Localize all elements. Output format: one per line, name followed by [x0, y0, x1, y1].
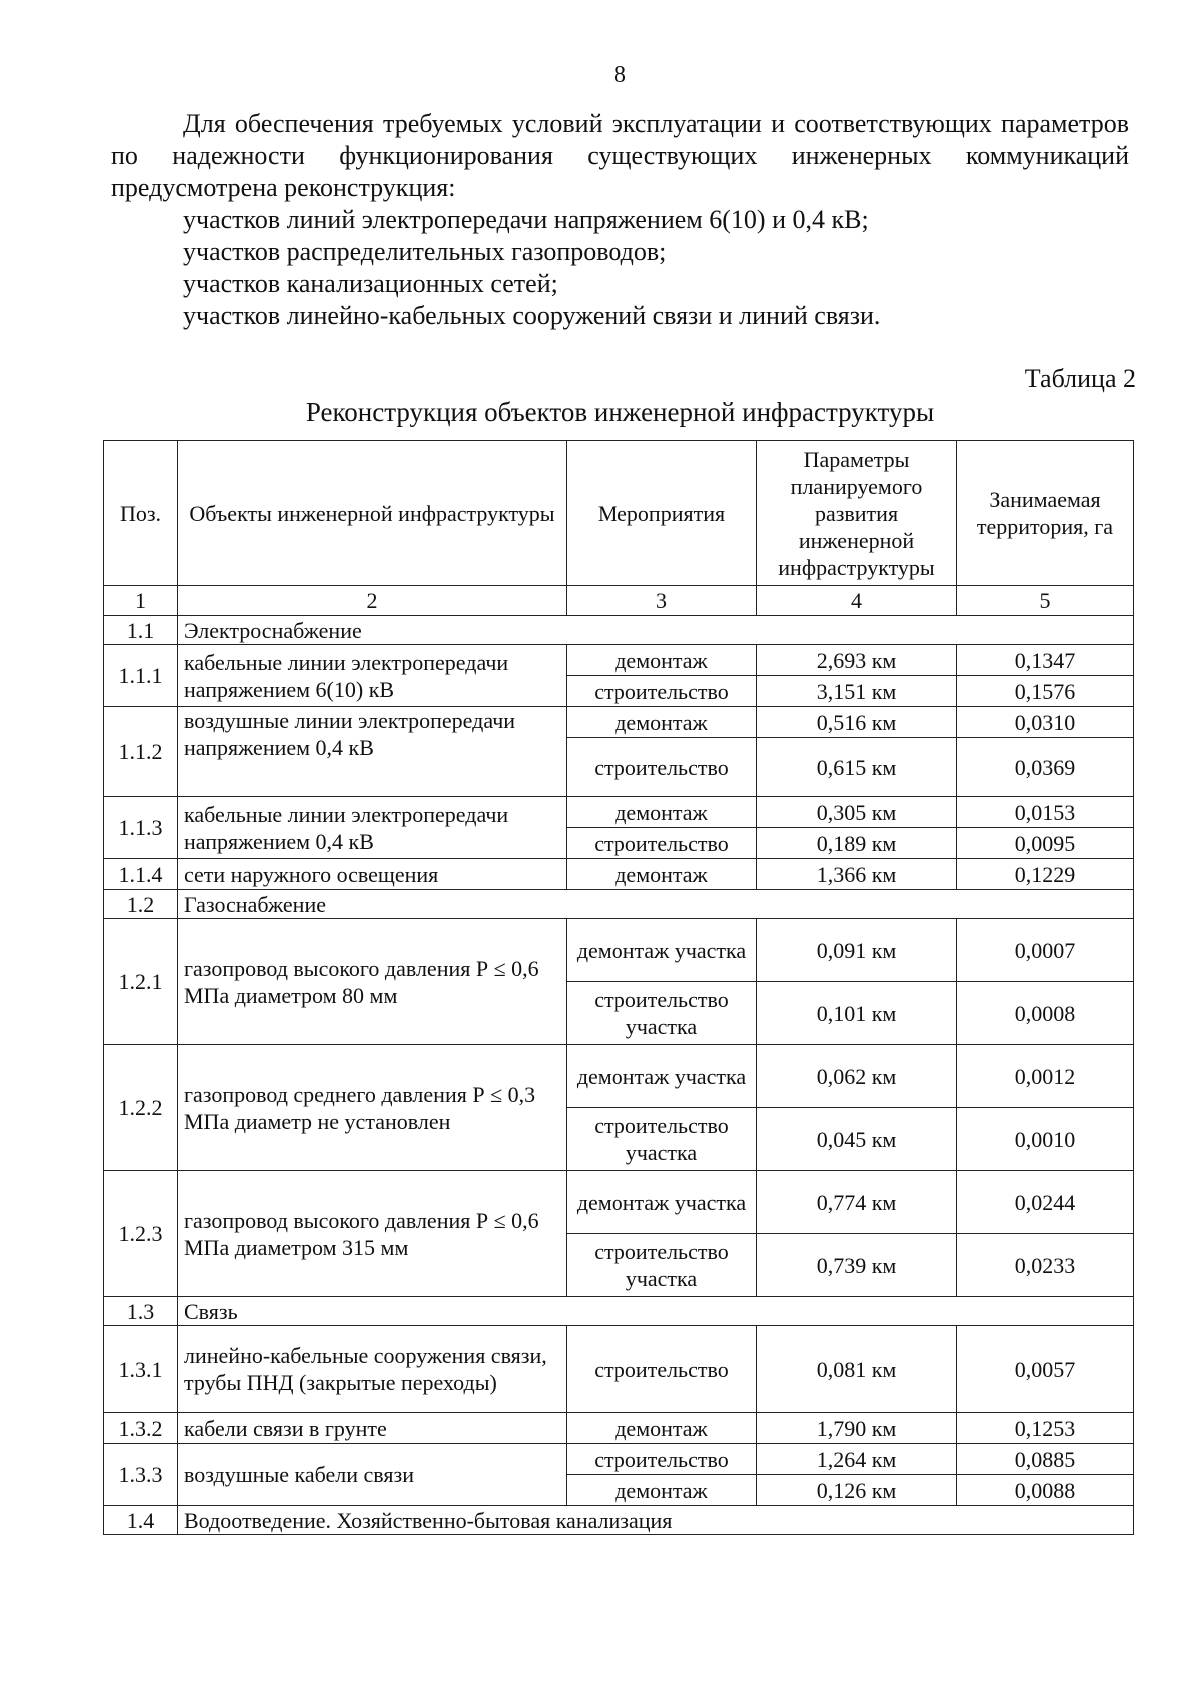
row-area: 0,1576: [957, 676, 1134, 707]
section-row: [104, 890, 1134, 919]
section-title: Газоснабжение: [178, 890, 1134, 919]
row-object: газопровод среднего давления Р ≤ 0,3 МПа диаметр не установлен: [178, 1045, 567, 1171]
table-row: [104, 1326, 1134, 1413]
row-pos: 1.1.4: [104, 859, 178, 890]
row-action: строительство: [567, 828, 757, 859]
row-pos: 1.1.2: [104, 707, 178, 797]
row-pos: 1.1.1: [104, 645, 178, 707]
row-param: 2,693 км: [757, 645, 957, 676]
row-object: воздушные кабели связи: [178, 1444, 567, 1506]
row-object: кабельные линии электропередачи напряжением 0,4 кВ: [178, 797, 567, 859]
section-pos: 1.3: [104, 1297, 178, 1326]
row-param: 0,739 км: [757, 1234, 957, 1297]
row-param: 0,062 км: [757, 1045, 957, 1108]
column-number: 4: [757, 586, 957, 616]
row-param: 0,774 км: [757, 1171, 957, 1234]
row-action: демонтаж участка: [567, 1045, 757, 1108]
row-param: 0,101 км: [757, 982, 957, 1045]
table-row: [104, 1444, 1134, 1475]
row-param: 1,790 км: [757, 1413, 957, 1444]
row-param: 0,081 км: [757, 1326, 957, 1413]
table-row: [104, 645, 1134, 676]
row-pos: 1.2.1: [104, 919, 178, 1045]
row-area: 0,0012: [957, 1045, 1134, 1108]
row-param: 0,189 км: [757, 828, 957, 859]
row-object: воздушные линии электропередачи напряжением 0,4 кВ: [178, 707, 567, 797]
row-action: демонтаж: [567, 859, 757, 890]
row-object: сети наружного освещения: [178, 859, 567, 890]
column-number-row: [104, 586, 1134, 616]
row-action: строительство: [567, 738, 757, 797]
table-row: [104, 919, 1134, 982]
section-title: Связь: [178, 1297, 1134, 1326]
list-item: участков линейно-кабельных сооружений связи и линий связи.: [183, 301, 881, 330]
row-action: строительство участка: [567, 1108, 757, 1171]
row-pos: 1.3.2: [104, 1413, 178, 1444]
row-area: 0,0095: [957, 828, 1134, 859]
list-item: участков линий электропередачи напряжением 6(10) и 0,4 кВ;: [183, 205, 869, 234]
row-param: 0,305 км: [757, 797, 957, 828]
row-action: демонтаж: [567, 1475, 757, 1506]
table-row: [104, 1045, 1134, 1108]
table-row: [104, 1413, 1134, 1444]
row-action: демонтаж: [567, 797, 757, 828]
row-pos: 1.2.3: [104, 1171, 178, 1297]
list-item: участков канализационных сетей;: [183, 269, 558, 298]
header-area: Занимаемая территория, га: [957, 441, 1134, 586]
row-param: 0,045 км: [757, 1108, 957, 1171]
column-number: 5: [957, 586, 1134, 616]
row-area: 0,0310: [957, 707, 1134, 738]
section-pos: 1.2: [104, 890, 178, 919]
row-area: 0,1253: [957, 1413, 1134, 1444]
page-number: 8: [614, 62, 626, 88]
intro-paragraph-block: [111, 108, 1129, 204]
row-pos: 1.2.2: [104, 1045, 178, 1171]
row-action: строительство участка: [567, 1234, 757, 1297]
row-param: 0,516 км: [757, 707, 957, 738]
section-title: Водоотведение. Хозяйственно-бытовая канализация: [178, 1506, 1134, 1535]
infrastructure-table: [103, 440, 1134, 1535]
header-object: Объекты инженерной инфраструктуры: [178, 441, 567, 586]
list-item: участков распределительных газопроводов;: [183, 237, 667, 266]
row-area: 0,0153: [957, 797, 1134, 828]
header-action: Мероприятия: [567, 441, 757, 586]
row-area: 0,0885: [957, 1444, 1134, 1475]
row-action: демонтаж: [567, 645, 757, 676]
table-label: Таблица 2: [1024, 364, 1136, 393]
row-param: 1,366 км: [757, 859, 957, 890]
row-object: кабельные линии электропередачи напряжением 6(10) кВ: [178, 645, 567, 707]
row-param: 0,091 км: [757, 919, 957, 982]
section-pos: 1.4: [104, 1506, 178, 1535]
intro-paragraph: Для обеспечения требуемых условий эксплуатации и соответствующих параметров по надежности функционирования существующих инженерных коммуникаций предусмотрена реконструкция:: [111, 109, 1129, 202]
row-pos: 1.1.3: [104, 797, 178, 859]
section-pos: 1.1: [104, 616, 178, 645]
row-area: 0,0233: [957, 1234, 1134, 1297]
row-area: 0,0010: [957, 1108, 1134, 1171]
column-number: 1: [104, 586, 178, 616]
row-action: демонтаж: [567, 707, 757, 738]
row-area: 0,1347: [957, 645, 1134, 676]
table-header-row: [104, 441, 1134, 586]
row-object: линейно-кабельные сооружения связи, трубы ПНД (закрытые переходы): [178, 1326, 567, 1413]
table-row: [104, 707, 1134, 738]
row-area: 0,0057: [957, 1326, 1134, 1413]
row-object: кабели связи в грунте: [178, 1413, 567, 1444]
row-param: 0,126 км: [757, 1475, 957, 1506]
table-row: [104, 1171, 1134, 1234]
header-parameters: Параметры планируемого развития инженерной инфраструктуры: [757, 441, 957, 586]
row-pos: 1.3.3: [104, 1444, 178, 1506]
table-row: [104, 859, 1134, 890]
row-action: демонтаж участка: [567, 1171, 757, 1234]
section-row: [104, 1506, 1134, 1535]
row-area: 0,0008: [957, 982, 1134, 1045]
section-title: Электроснабжение: [178, 616, 1134, 645]
row-area: 0,0007: [957, 919, 1134, 982]
row-area: 0,0369: [957, 738, 1134, 797]
header-pos: Поз.: [104, 441, 178, 586]
row-param: 1,264 км: [757, 1444, 957, 1475]
row-object: газопровод высокого давления Р ≤ 0,6 МПа диаметром 315 мм: [178, 1171, 567, 1297]
row-area: 0,0244: [957, 1171, 1134, 1234]
row-pos: 1.3.1: [104, 1326, 178, 1413]
row-action: строительство: [567, 1444, 757, 1475]
column-number: 2: [178, 586, 567, 616]
row-area: 0,0088: [957, 1475, 1134, 1506]
row-object: газопровод высокого давления Р ≤ 0,6 МПа диаметром 80 мм: [178, 919, 567, 1045]
row-param: 0,615 км: [757, 738, 957, 797]
table-caption: Реконструкция объектов инженерной инфраструктуры: [305, 397, 935, 427]
column-number: 3: [567, 586, 757, 616]
row-action: строительство: [567, 676, 757, 707]
row-action: строительство: [567, 1326, 757, 1413]
section-row: [104, 1297, 1134, 1326]
table-row: [104, 797, 1134, 828]
row-action: строительство участка: [567, 982, 757, 1045]
row-action: демонтаж участка: [567, 919, 757, 982]
row-action: демонтаж: [567, 1413, 757, 1444]
section-row: [104, 616, 1134, 645]
row-area: 0,1229: [957, 859, 1134, 890]
row-param: 3,151 км: [757, 676, 957, 707]
reconstruction-list: [183, 204, 880, 332]
